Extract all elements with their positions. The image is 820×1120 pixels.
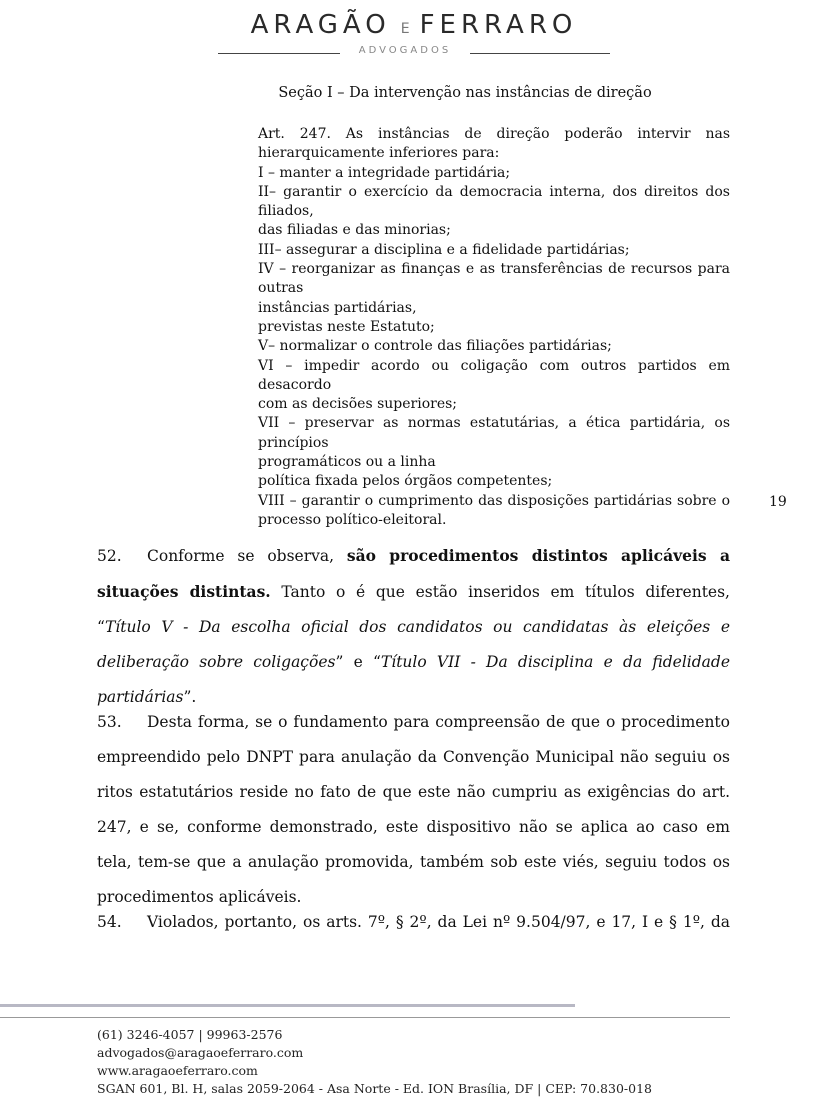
footer-address: SGAN 601, Bl. H, salas 2059-2064 - Asa Norte - Ed. ION Brasília, DF | CEP: 70.830-018 <box>97 1081 652 1096</box>
letterhead <box>0 0 820 70</box>
quote-line: VI – impedir acordo ou coligação com outros partidos em desacordo <box>258 357 730 393</box>
quote-line: hierarquicamente inferiores para: <box>258 145 500 162</box>
paragraph-number: 52. <box>97 547 122 565</box>
quote-line: III– assegurar a disciplina e a fidelidade partidárias; <box>258 241 630 258</box>
page-number: 19 <box>769 494 787 510</box>
footer-phone: (61) 3246-4057 | 99963-2576 <box>97 1027 283 1042</box>
quote-line: política fixada pelos órgãos competentes; <box>258 473 553 490</box>
quote-line: previstas neste Estatuto; <box>258 318 435 335</box>
footer-contact <box>97 1026 737 1098</box>
quote-line: I – manter a integridade partidária; <box>258 164 511 181</box>
statute-quote <box>258 125 730 530</box>
footer-email[interactable]: advogados@aragaoeferraro.com <box>97 1045 304 1060</box>
paragraph-52 <box>97 538 730 715</box>
paragraph-53 <box>97 705 730 915</box>
quote-line: processo político-eleitoral. <box>258 511 447 528</box>
quote-line: instâncias partidárias, <box>258 299 417 316</box>
paragraph-text: Tanto o é que estão inseridos em títulos diferentes, “ <box>97 583 730 636</box>
paragraph-number: 54. <box>97 913 122 931</box>
footer-divider-thin <box>0 1017 730 1018</box>
paragraph-text: ” e “ <box>335 653 381 671</box>
title-v-citation: Título V - Da escolha oficial dos candidatos ou candidatas às eleições e deliberação sobre coligações <box>97 618 730 671</box>
paragraph-text: Violados, portanto, os arts. 7º, § 2º, da Lei nº 9.504/97, e 17, I e § 1º, da <box>147 913 730 931</box>
quote-line: IV – reorganizar as finanças e as transferências de recursos para outras <box>258 261 730 297</box>
logo-part2: FERRARO <box>419 10 578 40</box>
quote-line: Art. 247. As instâncias de direção poderão intervir nas <box>258 126 730 142</box>
paragraph-54 <box>97 905 730 940</box>
section-title: Seção I – Da intervenção nas instâncias de direção <box>278 85 652 101</box>
paragraph-text: Desta forma, se o fundamento para compreensão de que o procedimento empreendido pelo DNPT para anulação da Convenção Municipal não seguiu os ritos estatutários reside no fato de que este não cumpriu as exigências do art. 247, e se, conforme demonstrado, este dispositivo não se aplica ao caso em tela, tem-se que a anulação promovida, também sob este viés, seguiu todos os procedimentos aplicáveis. <box>97 713 730 906</box>
title-vii-citation: Título VII - Da disciplina e da fidelidade partidárias <box>97 653 730 706</box>
logo-connector: E <box>400 21 410 37</box>
quote-line: programáticos ou a linha <box>258 454 436 471</box>
quote-line: das filiadas e das minorias; <box>258 222 451 239</box>
footer-website[interactable]: www.aragaoeferraro.com <box>97 1063 258 1078</box>
logo-subtitle: ADVOGADOS <box>358 45 452 56</box>
firm-logo <box>214 10 614 40</box>
paragraph-text: Conforme se observa, <box>147 547 347 565</box>
quote-line: VIII – garantir o cumprimento das disposições partidárias sobre o <box>258 492 730 509</box>
quote-line: VII – preservar as normas estatutárias, a ética partidária, os princípios <box>258 415 730 451</box>
paragraph-bold-text: são procedimentos distintos aplicáveis a situações distintas. <box>97 546 730 601</box>
logo-rule-left <box>218 53 340 54</box>
paragraph-text: ”. <box>183 688 197 706</box>
quote-line: II– garantir o exercício da democracia interna, dos direitos dos filiados, <box>258 183 730 220</box>
logo-part1: ARAGÃO <box>250 10 391 40</box>
quote-line: com as decisões superiores; <box>258 396 458 413</box>
footer-divider-thick <box>0 1004 575 1007</box>
quote-line: V– normalizar o controle das filiações partidárias; <box>258 338 612 355</box>
paragraph-number: 53. <box>97 713 122 731</box>
logo-rule-right <box>470 53 610 54</box>
